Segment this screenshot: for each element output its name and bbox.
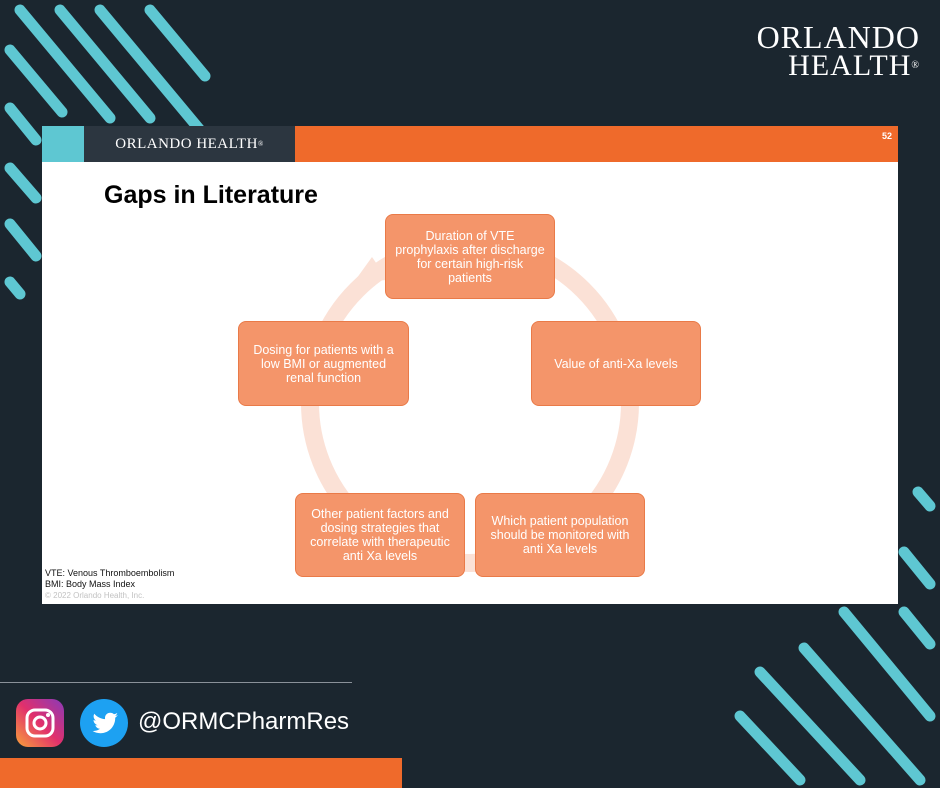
registered-mark: ® — [911, 60, 920, 71]
instagram-icon[interactable] — [16, 699, 64, 747]
cycle-box-patient-population: Which patient population should be monitored with anti Xa levels — [475, 493, 645, 577]
abbreviation-bmi: BMI: Body Mass Index — [45, 579, 136, 589]
social-handle[interactable]: @ORMCPharmRes — [138, 708, 350, 735]
divider-line — [0, 682, 352, 683]
orlando-health-logo — [756, 19, 920, 82]
logo-line-2: HEALTH® — [788, 49, 920, 82]
logo-line-1: ORLANDO — [756, 19, 920, 55]
slide-header-logo: ORLANDO HEALTH ® — [84, 126, 295, 162]
abbreviation-vte: VTE: Venous Thromboembolism — [45, 568, 175, 578]
cycle-arrow — [42, 126, 898, 604]
twitter-icon[interactable] — [80, 699, 128, 747]
slide-number: 52 — [881, 131, 892, 141]
copyright: © 2022 Orlando Health, Inc. — [45, 591, 145, 600]
footer-orange-bar — [0, 758, 402, 788]
cycle-box-vte-duration: Duration of VTE prophylaxis after discharge for certain high-risk patients — [385, 214, 555, 299]
cycle-box-anti-xa-value: Value of anti-Xa levels — [531, 321, 701, 406]
slide-title: Gaps in Literature — [104, 181, 318, 209]
cycle-box-patient-factors: Other patient factors and dosing strategies that correlate with therapeutic anti Xa levels — [295, 493, 465, 577]
cycle-box-dosing-bmi: Dosing for patients with a low BMI or augmented renal function — [238, 321, 409, 406]
presentation-slide — [42, 126, 898, 604]
